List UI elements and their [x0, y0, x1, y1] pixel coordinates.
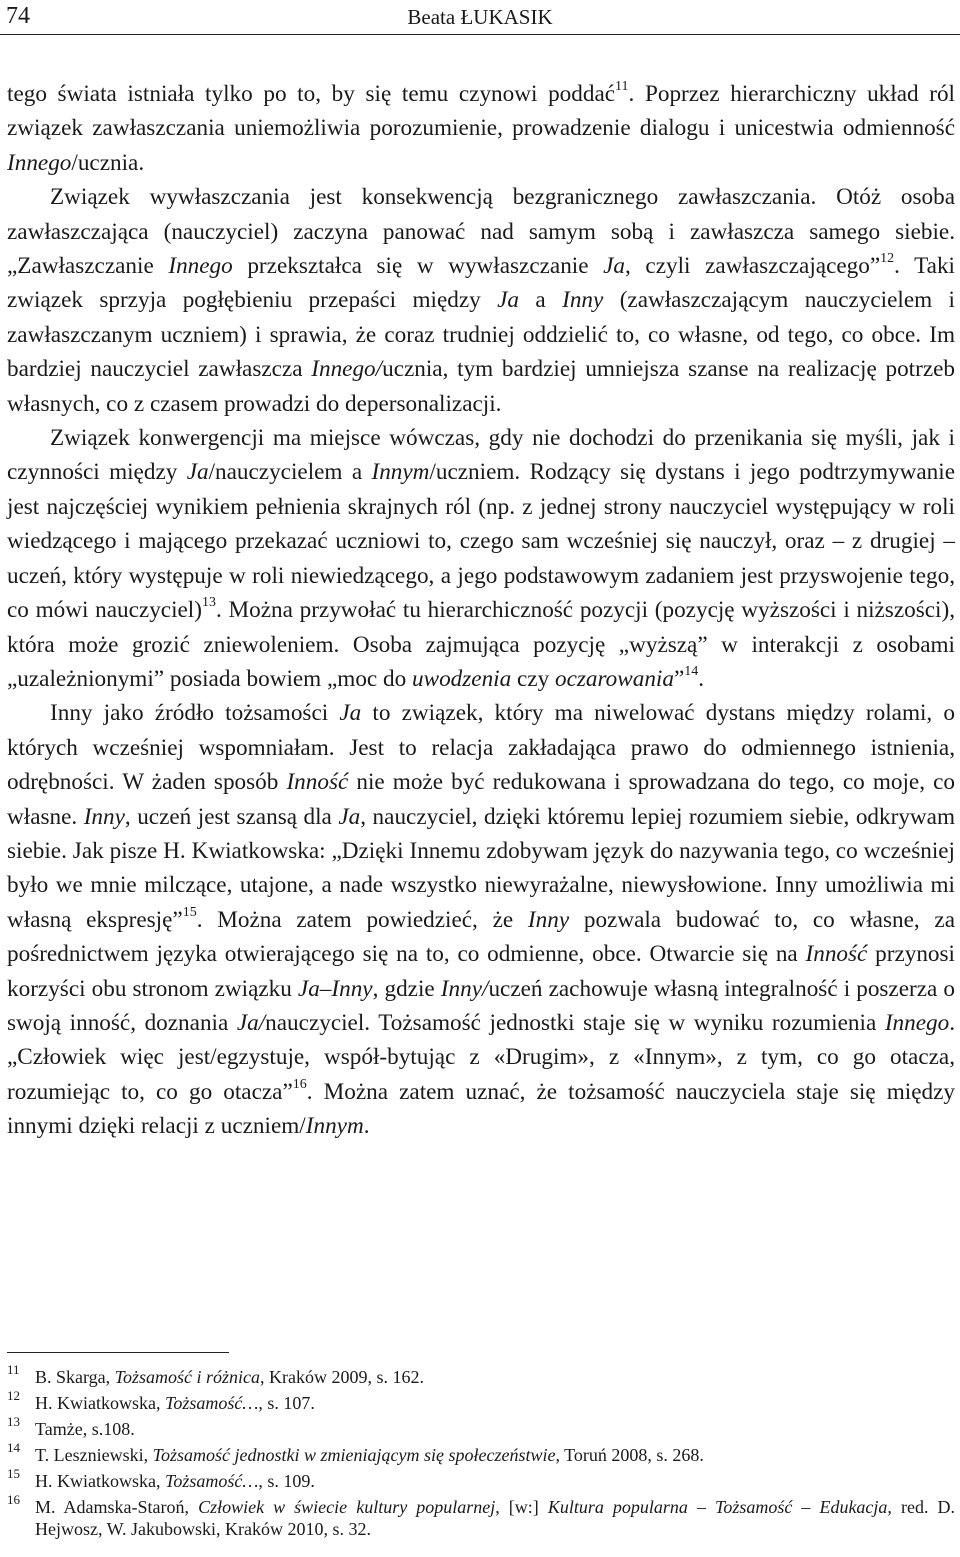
footnote-number: 13 [7, 1414, 20, 1429]
footnote [7, 1414, 955, 1440]
footnote-number: 16 [7, 1492, 20, 1507]
italic-span: Ja [338, 803, 361, 830]
italic-span: Ja [186, 459, 209, 486]
text-span: to związek, który ma niwelować dystans między rolami, o których wcześniej wspomniałam. Jest to relacja zakładająca prawo do odmiennego istnienia, odrębności. W żaden sposób [7, 700, 955, 796]
footnote-number: 15 [7, 1466, 20, 1481]
text-span: M. Adamska-Staroń, [35, 1497, 199, 1517]
footnote [7, 1466, 955, 1492]
footnotes [7, 1362, 955, 1544]
text-span: , uczeń jest szansą dla [124, 803, 339, 830]
italic-span: Inny [562, 287, 604, 314]
italic-span: Kultura popularna – Tożsamość – Edukacja [547, 1497, 888, 1517]
footnote [7, 1362, 955, 1388]
footnote-ref: 11 [615, 79, 629, 94]
italic-span: Inny/ [440, 975, 489, 1002]
text-span: , [w:] [495, 1497, 548, 1517]
italic-span: Innego [884, 1009, 950, 1036]
text-span: /ucznia. [71, 149, 145, 176]
running-header [0, 0, 960, 35]
text-span: Tamże, s.108. [35, 1419, 135, 1439]
italic-span: Ja [339, 700, 362, 727]
footnote-number: 11 [7, 1362, 20, 1377]
text-span: H. Kwiatkowska, [35, 1471, 165, 1491]
text-span: a [519, 287, 563, 314]
text-span: , gdzie [372, 975, 441, 1002]
footnote-number: 14 [7, 1440, 20, 1455]
text-span: , s. 107. [258, 1393, 315, 1413]
italic-span: Innego [7, 149, 72, 176]
footnote-separator [7, 1352, 229, 1353]
paragraph [7, 180, 955, 421]
text-span: przynosi korzyści obu stronom związku [7, 941, 955, 1002]
text-span: Związek konwergencji ma miejsce wówczas, gdy nie dochodzi do przenikania się myśli, jak i czynności między [7, 425, 955, 486]
text-span: (zawłaszczającym nauczycielem i zawłaszczanym uczniem) i sprawia, że coraz trudniej oddzielić to, co własne, od tego, co obce. Im bardziej nauczyciel zawłaszcza [7, 287, 955, 383]
text-span: , Toruń 2008, s. 268. [555, 1445, 704, 1465]
italic-span: uwodzenia [412, 665, 512, 692]
main-text [7, 77, 955, 1144]
paragraph [7, 77, 955, 180]
text-span: Związek wywłaszczania jest konsekwencją bezgranicznego zawłaszczania. Otóż osoba zawłaszczająca (nauczyciel) zaczyna panować nad samym sobą i zawłaszcza samego siebie. „Zawłaszczanie [7, 184, 955, 280]
text-span: , nauczyciel, dzięki któremu lepiej rozumiem siebie, odkrywam siebie. Jak pisze H. Kwiatkowska: „Dzięki Innemu zdobywam język do nazywania tego, co wcześniej było we mnie milczące, utajone, a nade wszystko niewyrażalne, niewysłowione. Inny umożliwia mi własną ekspresję” [7, 803, 956, 933]
italic-span: Ja [497, 287, 520, 314]
running-header-author: Beata ŁUKASIK [407, 5, 553, 29]
italic-span: Innym [305, 1113, 364, 1140]
text-span: . Taki związek sprzyja pogłębieniu przepaści między [7, 253, 955, 314]
text-span: nauczyciel. Tożsamość jednostki staje się w wyniku rozumienia [265, 1009, 885, 1036]
text-span: pozwala budować to, co własne, za pośrednictwem języka otwierającego się na to, co odmienne, obce. Otwarcie się na [7, 906, 955, 968]
italic-span: Innego/ [311, 356, 383, 383]
italic-span: Inny [83, 803, 125, 830]
italic-span: Tożsamość… [164, 1393, 259, 1413]
italic-span: Innego [168, 253, 233, 280]
footnote [7, 1388, 955, 1414]
text-span: ucznia, tym bardziej umniejsza szanse na realizację potrzeb własnych, co z czasem prowadzi do depersonalizacji. [7, 356, 956, 417]
text-span: . Można przywołać tu hierarchiczność pozycji (pozycję wyższości i niższości), która może grozić zniewoleniem. Osoba zajmująca pozycję „wyższą” w interakcji z osobami „uzależnionymi” posiada bowiem „moc do [7, 597, 955, 692]
italic-span: Tożsamość i różnica [114, 1367, 261, 1387]
text-span: . [363, 1113, 370, 1140]
footnote-ref: 14 [684, 663, 699, 679]
footnote-number: 12 [7, 1388, 20, 1403]
footnote [7, 1492, 955, 1540]
text-span: /uczniem. Rodzący się dystans i jego podtrzymywanie jest najczęściej wynikiem pełnienia skrajnych ról (np. z jednej strony nauczyciel występujący w roli wiedzącego i mającego przekazać uczniowi to, czego sam wcześniej się nauczył, oraz – z drugiej – uczeń, który występuje w roli niewiedzącego, a jego podstawowym zadaniem jest przyswojenie tego, co mówi nauczyciel) [7, 459, 955, 624]
text-span: , Kraków 2009, s. 162. [260, 1367, 425, 1387]
paragraph [7, 696, 955, 1143]
footnote-ref: 12 [880, 251, 895, 267]
text-span: czy [511, 665, 555, 692]
italic-span: Ja–Inny [297, 975, 373, 1002]
footnote-ref: 15 [182, 904, 197, 920]
text-span: . „Człowiek więc jest/egzystuje, współ-bytując z «Drugim», z «Innym», z tym, co go otacza, rozumiejąc to, co go otacza” [7, 1009, 955, 1105]
page-number: 74 [6, 3, 30, 29]
text-span: B. Skarga, [35, 1367, 115, 1387]
italic-span: Innym [371, 459, 430, 486]
text-span: przekształca się w wywłaszczanie [232, 253, 604, 280]
text-span: uczeń zachowuje własną integralność i poszerza o swoją inność, doznania [7, 975, 955, 1036]
italic-span: Człowiek w świecie kultury popularnej [198, 1497, 496, 1517]
text-span: , s. 109. [258, 1471, 315, 1491]
footnote-ref: 16 [292, 1076, 307, 1092]
text-span: , czyli zawłaszczającego” [625, 253, 881, 280]
text-span: ” [673, 665, 685, 692]
italic-span: Tożsamość… [164, 1471, 259, 1491]
italic-span: Inność [286, 769, 349, 796]
paragraph [7, 421, 955, 696]
text-span: . Można zatem powiedzieć, że [196, 906, 528, 933]
italic-span: Tożsamość jednostki w zmieniającym się społeczeństwie [152, 1445, 556, 1465]
text-span: . Można zatem uznać, że tożsamość nauczyciela staje się między innymi dzięki relacji z uczniem/ [7, 1078, 956, 1140]
footnote-ref: 13 [201, 595, 216, 611]
italic-span: Ja [603, 253, 626, 280]
text-span: . Poprzez hierarchiczny układ ról związek zawłaszczania uniemożliwia porozumienie, prowadzenie dialogu i unicestwia odmienność [7, 81, 955, 142]
italic-span: Ja/ [236, 1009, 266, 1036]
text-span: /nauczycielem a [208, 459, 372, 486]
text-span: tego świata istniała tylko po to, by się temu czynowi poddać [7, 81, 616, 107]
text-span: Inny jako źródło tożsamości [50, 700, 340, 727]
italic-span: oczarowania [555, 665, 674, 692]
text-span: nie może być redukowana i sprowadzana do tego, co moje, co własne. [7, 769, 955, 830]
text-span: , red. D. Hejwosz, W. Jakubowski, Kraków 2010, s. 32. [35, 1497, 955, 1539]
text-span: H. Kwiatkowska, [35, 1393, 165, 1413]
text-span: T. Leszniewski, [35, 1445, 153, 1465]
italic-span: Inny [527, 906, 570, 933]
italic-span: Inność [805, 941, 868, 968]
text-span: . [698, 665, 705, 692]
footnote [7, 1440, 955, 1466]
